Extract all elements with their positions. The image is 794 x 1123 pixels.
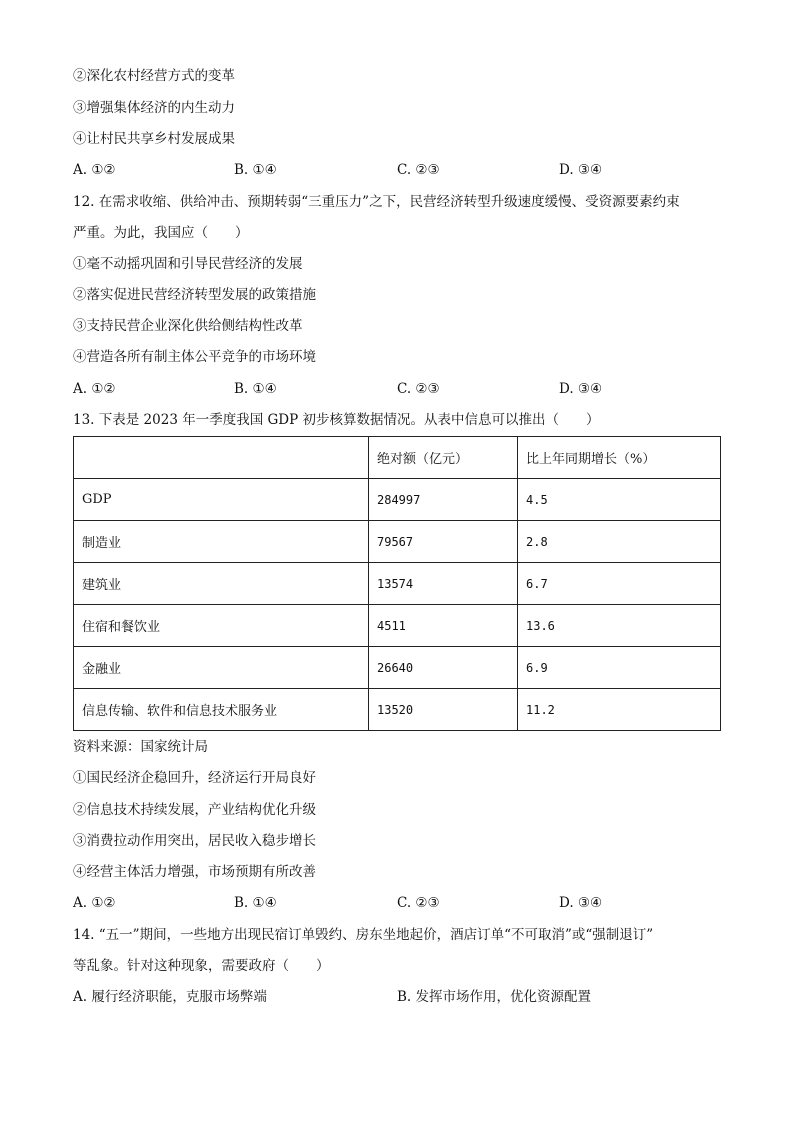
q11-options <box>73 161 733 179</box>
table-row <box>74 605 721 647</box>
q12-option-c: C. ②③ <box>397 381 440 397</box>
table-row <box>74 563 721 605</box>
q13-option-b: B. ①④ <box>234 895 277 911</box>
q12-item-2: ②落实促进民营经济转型发展的政策措施 <box>73 287 316 303</box>
table-header-cell: 绝对额（亿元） <box>369 437 518 479</box>
q14-stem-line1: 14. “五一”期间，一些地方出现民宿订单毁约、房东坐地起价，酒店订单“不可取消”或“强制退订” <box>73 927 654 943</box>
table-cell-growth: 4.5 <box>518 479 721 521</box>
table-row <box>74 689 721 731</box>
table-row <box>74 479 721 521</box>
table-cell-amount: 79567 <box>369 521 518 563</box>
q13-item-1: ①国民经济企稳回升，经济运行开局良好 <box>73 770 316 786</box>
table-header-row <box>74 437 721 479</box>
table-cell-amount: 26640 <box>369 647 518 689</box>
q13-option-c: C. ②③ <box>397 895 440 911</box>
table-cell-sector: GDP <box>74 479 369 521</box>
q11-item-3: ③增强集体经济的内生动力 <box>73 100 235 116</box>
gdp-table <box>73 436 721 731</box>
q12-stem-line2: 严重。为此，我国应（ ） <box>73 225 249 241</box>
q12-option-d: D. ③④ <box>559 381 603 397</box>
q14-stem-line2: 等乱象。针对这种现象，需要政府（ ） <box>73 958 330 974</box>
table-cell-growth: 11.2 <box>518 689 721 731</box>
table-cell-growth: 13.6 <box>518 605 721 647</box>
table-cell-sector: 信息传输、软件和信息技术服务业 <box>74 689 369 731</box>
table-cell-growth: 6.9 <box>518 647 721 689</box>
q11-option-c: C. ②③ <box>397 162 440 178</box>
q12-item-4: ④营造各所有制主体公平竞争的市场环境 <box>73 349 316 365</box>
table-cell-growth: 2.8 <box>518 521 721 563</box>
table-cell-amount: 284997 <box>369 479 518 521</box>
q12-options <box>73 380 733 398</box>
table-cell-sector: 制造业 <box>74 521 369 563</box>
q14-option-b: B. 发挥市场作用，优化资源配置 <box>397 989 592 1005</box>
table-cell-sector: 建筑业 <box>74 563 369 605</box>
q13-item-2: ②信息技术持续发展，产业结构优化升级 <box>73 802 316 818</box>
q14-options <box>73 988 733 1006</box>
q13-source: 资料来源：国家统计局 <box>73 739 208 755</box>
q13-option-a: A. ①② <box>73 895 116 911</box>
table-cell-sector: 住宿和餐饮业 <box>74 605 369 647</box>
q11-option-a: A. ①② <box>73 162 116 178</box>
q11-option-b: B. ①④ <box>234 162 277 178</box>
table-cell-sector: 金融业 <box>74 647 369 689</box>
q13-item-4: ④经营主体活力增强，市场预期有所改善 <box>73 864 316 880</box>
table-row <box>74 521 721 563</box>
table-cell-amount: 13520 <box>369 689 518 731</box>
q12-stem-line1: 12. 在需求收缩、供给冲击、预期转弱“三重压力”之下，民营经济转型升级速度缓慢、受资源要素约束 <box>73 194 680 210</box>
table-row <box>74 647 721 689</box>
q12-item-3: ③支持民营企业深化供给侧结构性改革 <box>73 318 303 334</box>
table-header-cell <box>74 437 369 479</box>
table-cell-growth: 6.7 <box>518 563 721 605</box>
q13-option-d: D. ③④ <box>559 895 603 911</box>
q12-option-b: B. ①④ <box>234 381 277 397</box>
q13-item-3: ③消费拉动作用突出，居民收入稳步增长 <box>73 833 316 849</box>
table-header-cell: 比上年同期增长（%） <box>518 437 721 479</box>
q11-item-2: ②深化农村经营方式的变革 <box>73 68 235 84</box>
table-cell-amount: 4511 <box>369 605 518 647</box>
q13-options <box>73 894 733 912</box>
q12-option-a: A. ①② <box>73 381 116 397</box>
q14-option-a: A. 履行经济职能，克服市场弊端 <box>73 989 267 1005</box>
q11-item-4: ④让村民共享乡村发展成果 <box>73 131 235 147</box>
q11-option-d: D. ③④ <box>559 162 603 178</box>
table-cell-amount: 13574 <box>369 563 518 605</box>
q13-stem: 13. 下表是 2023 年一季度我国 GDP 初步核算数据情况。从表中信息可以推出（ ） <box>73 412 600 428</box>
q12-item-1: ①毫不动摇巩固和引导民营经济的发展 <box>73 256 303 272</box>
